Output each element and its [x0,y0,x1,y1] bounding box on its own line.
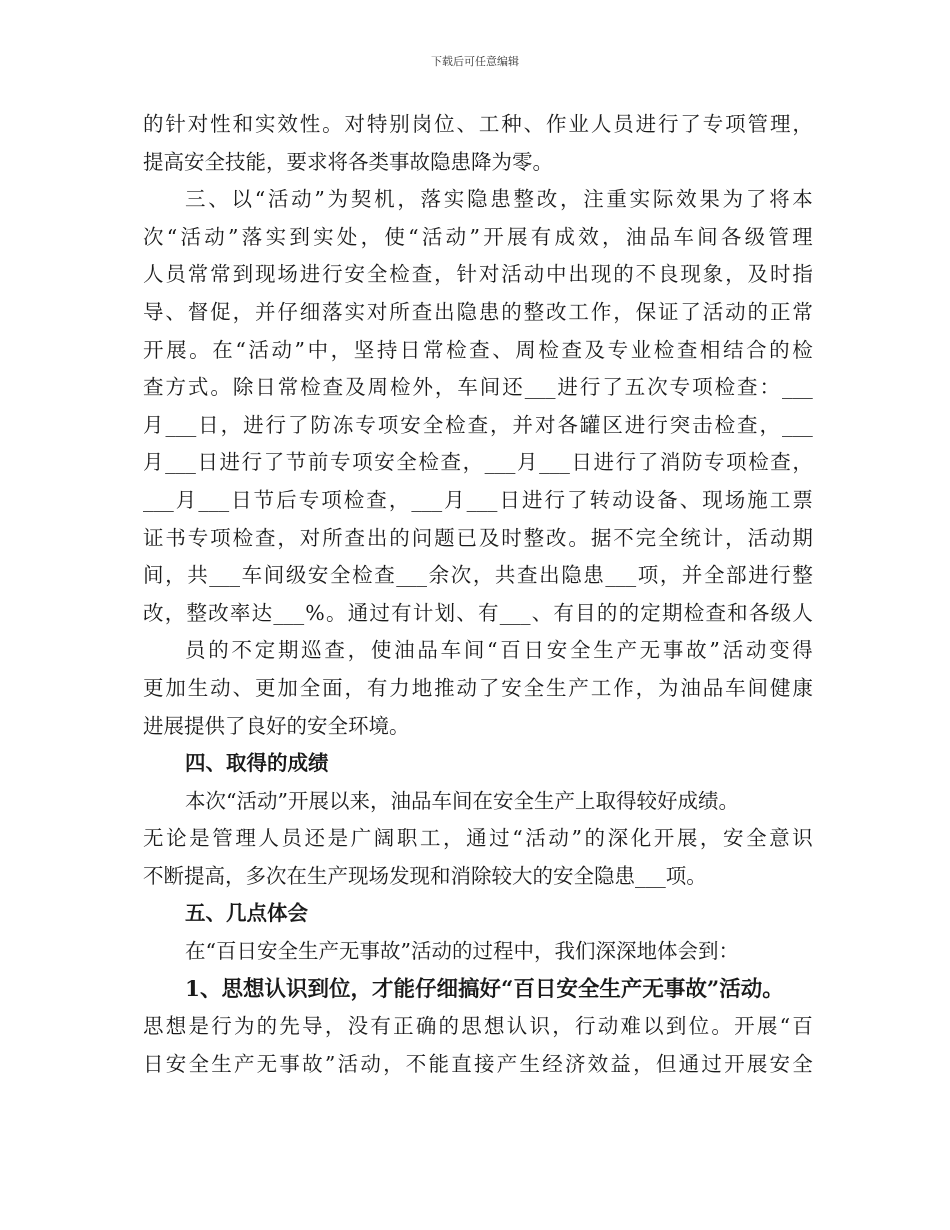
paragraph-line: 查 方 式 。 除 日 常 检 查 及 周 检 外 ， 车 间 还 ___ 进 行 了 五 次 专 项 检 查 ： ___ [143,375,813,400]
paragraph-line: ___ 月 ___ 日 节 后 专 项 检 查 ， ___ 月 ___ 日 进 行 了 转 动 设 备 、 现 场 施 工 票 [143,487,813,512]
paragraph-line: 人 员 常 常 到 现 场 进 行 安 全 检 查 ， 针 对 活 动 中 出 现 的 不 良 现 象 ， 及 时 指 [143,262,813,287]
paragraph-line: 月 ___ 日 进 行 了 节 前 专 项 安 全 检 查 ， ___ 月 ___ 日 进 行 了 消 防 专 项 检 查 ， [143,450,813,475]
paragraph-line: 不断提高，多次在生产现场发现和消除较大的安全隐患___项。 [143,863,707,888]
paragraph-line: 次 “ 活 动 ” 落 实 到 实 处 ， 使 “ 活 动 ” 开 展 有 成 效 ， 油 品 车 间 各 级 管 理 [143,224,813,249]
paragraph-line: 三 、 以 “ 活 动 ” 为 契 机 ， 落 实 隐 患 整 改 ， 注 重 实 际 效 果 为 了 将 本 [185,187,813,212]
paragraph-line: 改 ， 整 改 率 达 ___ % 。 通 过 有 计 划 、 有 ___ 、 有 目 的 的 定 期 检 查 和 各 级 人 [143,600,813,625]
paragraph-line: 员 的 不 定 期 巡 查 ， 使 油 品 车 间 “ 百 日 安 全 生 产 无 事 故 ” 活 动 变 得 [185,638,813,663]
subsection-heading: 1、思想认识到位，才能仔细搞好“百日安全生产无事故”活动。 [185,976,784,1002]
page-header: 下载后可任意编辑 [431,55,519,68]
paragraph-line: 的 针 对 性 和 实 效 性 。 对 特 别 岗 位 、 工 种 、 作 业 人 员 进 行 了 专 项 管 理 ， [143,112,813,136]
paragraph-line: 本次“活动”开展以来，油品车间在安全生产上取得较好成绩。 [185,788,739,813]
paragraph-line: 无 论 是 管 理 人 员 还 是 广 阔 职 工 ， 通 过 “ 活 动 ” 的 深 化 开 展 ， 安 全 意 识 [143,826,813,851]
section-heading: 五、几点体会 [185,901,308,926]
paragraph-line: 间 ， 共 ___ 车 间 级 安 全 检 查 ___ 余 次 ， 共 查 出 隐 患 ___ 项 ， 并 全 部 进 行 整 [143,563,813,588]
paragraph-line: 更 加 生 动 、 更 加 全 面 ， 有 力 地 推 动 了 安 全 生 产 工 作 ， 为 油 品 车 间 健 康 [143,675,813,700]
paragraph-line: 思 想 是 行 为 的 先 导 ， 没 有 正 确 的 思 想 认 识 ， 行 动 难 以 到 位 。 开 展 “ 百 [143,1014,813,1039]
paragraph-line: 进展提供了良好的安全环境。 [143,713,410,738]
paragraph-line: 在“百日安全生产无事故”活动的过程中，我们深深地体会到： [185,939,739,964]
paragraph-line: 导 、 督 促 ， 并 仔 细 落 实 对 所 查 出 隐 患 的 整 改 工 作 ， 保 证 了 活 动 的 正 常 [143,299,813,324]
paragraph-line: 开 展 。 在 “ 活 动 ” 中 ， 坚 持 日 常 检 查 、 周 检 查 及 专 业 检 查 相 结 合 的 检 [143,337,813,362]
document-body [143,106,813,1083]
paragraph-line: 月 ___ 日 ， 进 行 了 防 冻 专 项 安 全 检 查 ， 并 对 各 罐 区 进 行 突 击 检 查 ， ___ [143,412,813,437]
paragraph-line: 日 安 全 生 产 无 事 故 ” 活 动 ， 不 能 直 接 产 生 经 济 效 益 ， 但 通 过 开 展 安 全 [143,1051,813,1076]
paragraph-line: 提高安全技能，要求将各类事故隐患降为零。 [143,149,553,174]
section-heading: 四、取得的成绩 [185,751,329,776]
paragraph-line: 证 书 专 项 检 查 ， 对 所 查 出 的 问 题 已 及 时 整 改 。 据 不 完 全 统 计 ， 活 动 期 [143,525,813,550]
